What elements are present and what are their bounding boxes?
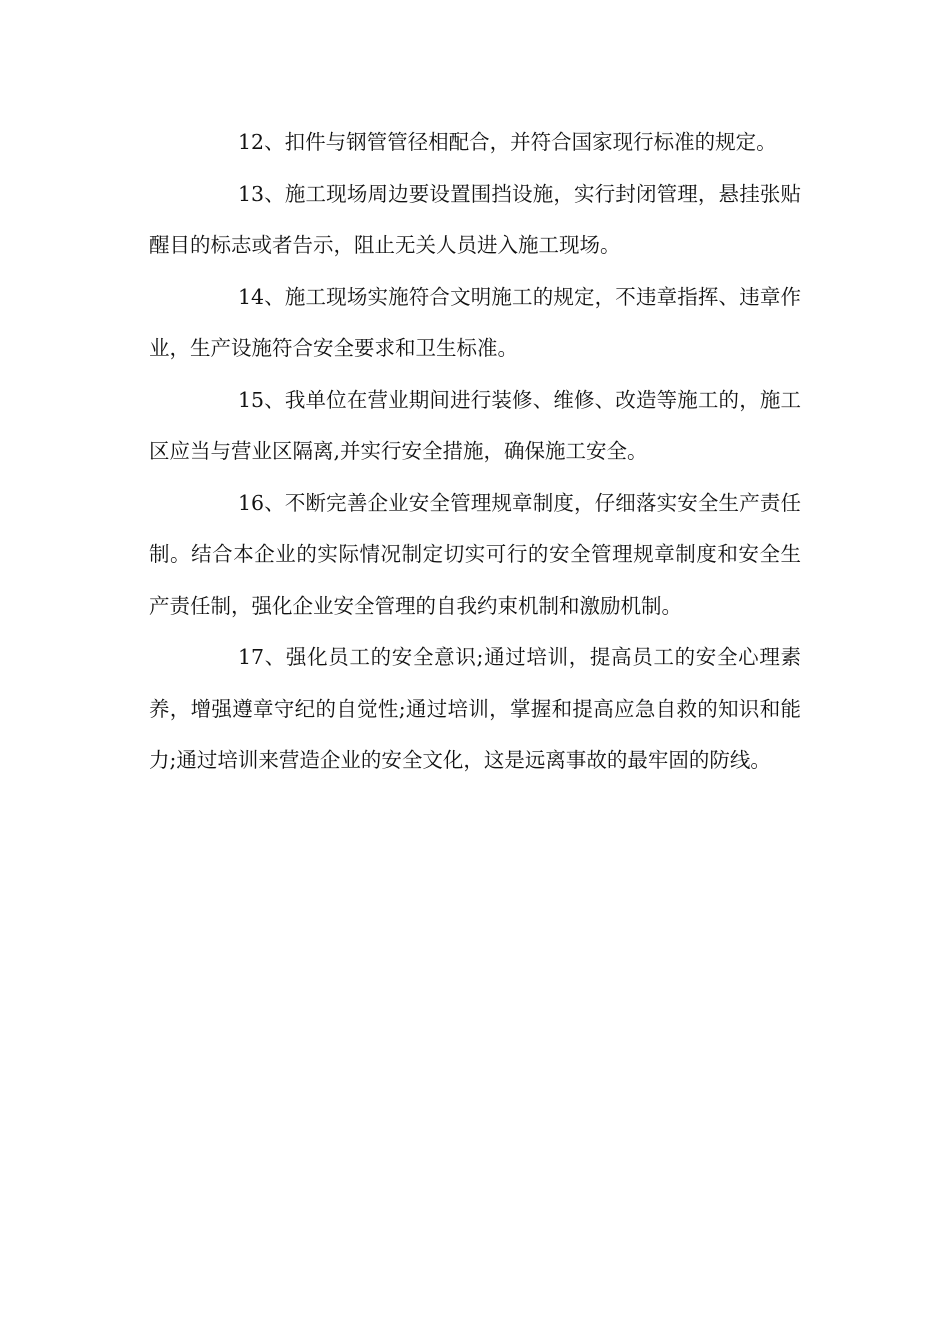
- paragraph-14: 14、施工现场实施符合文明施工的规定，不违章指挥、违章作业，生产设施符合安全要求和卫生标准。: [149, 284, 801, 360]
- paragraph-15: 15、我单位在营业期间进行装修、维修、改造等施工的，施工区应当与营业区隔离,并实行安全措施，确保施工安全。: [149, 387, 801, 463]
- document-body: [149, 117, 801, 787]
- paragraph-16: 16、不断完善企业安全管理规章制度，仔细落实安全生产责任制。结合本企业的实际情况制定切实可行的安全管理规章制度和安全生产责任制，强化企业安全管理的自我约束机制和激励机制。: [149, 490, 801, 618]
- paragraph-12: 12、扣件与钢管管径相配合，并符合国家现行标准的规定。: [238, 130, 777, 154]
- paragraph-17: 17、强化员工的安全意识;通过培训，提高员工的安全心理素养，增强遵章守纪的自觉性;通过培训，掌握和提高应急自救的知识和能力;通过培训来营造企业的安全文化，这是远离事故的最牢固的防线。: [149, 645, 801, 772]
- paragraph-13: 13、施工现场周边要设置围挡设施，实行封闭管理，悬挂张贴醒目的标志或者告示，阻止无关人员进入施工现场。: [149, 181, 801, 257]
